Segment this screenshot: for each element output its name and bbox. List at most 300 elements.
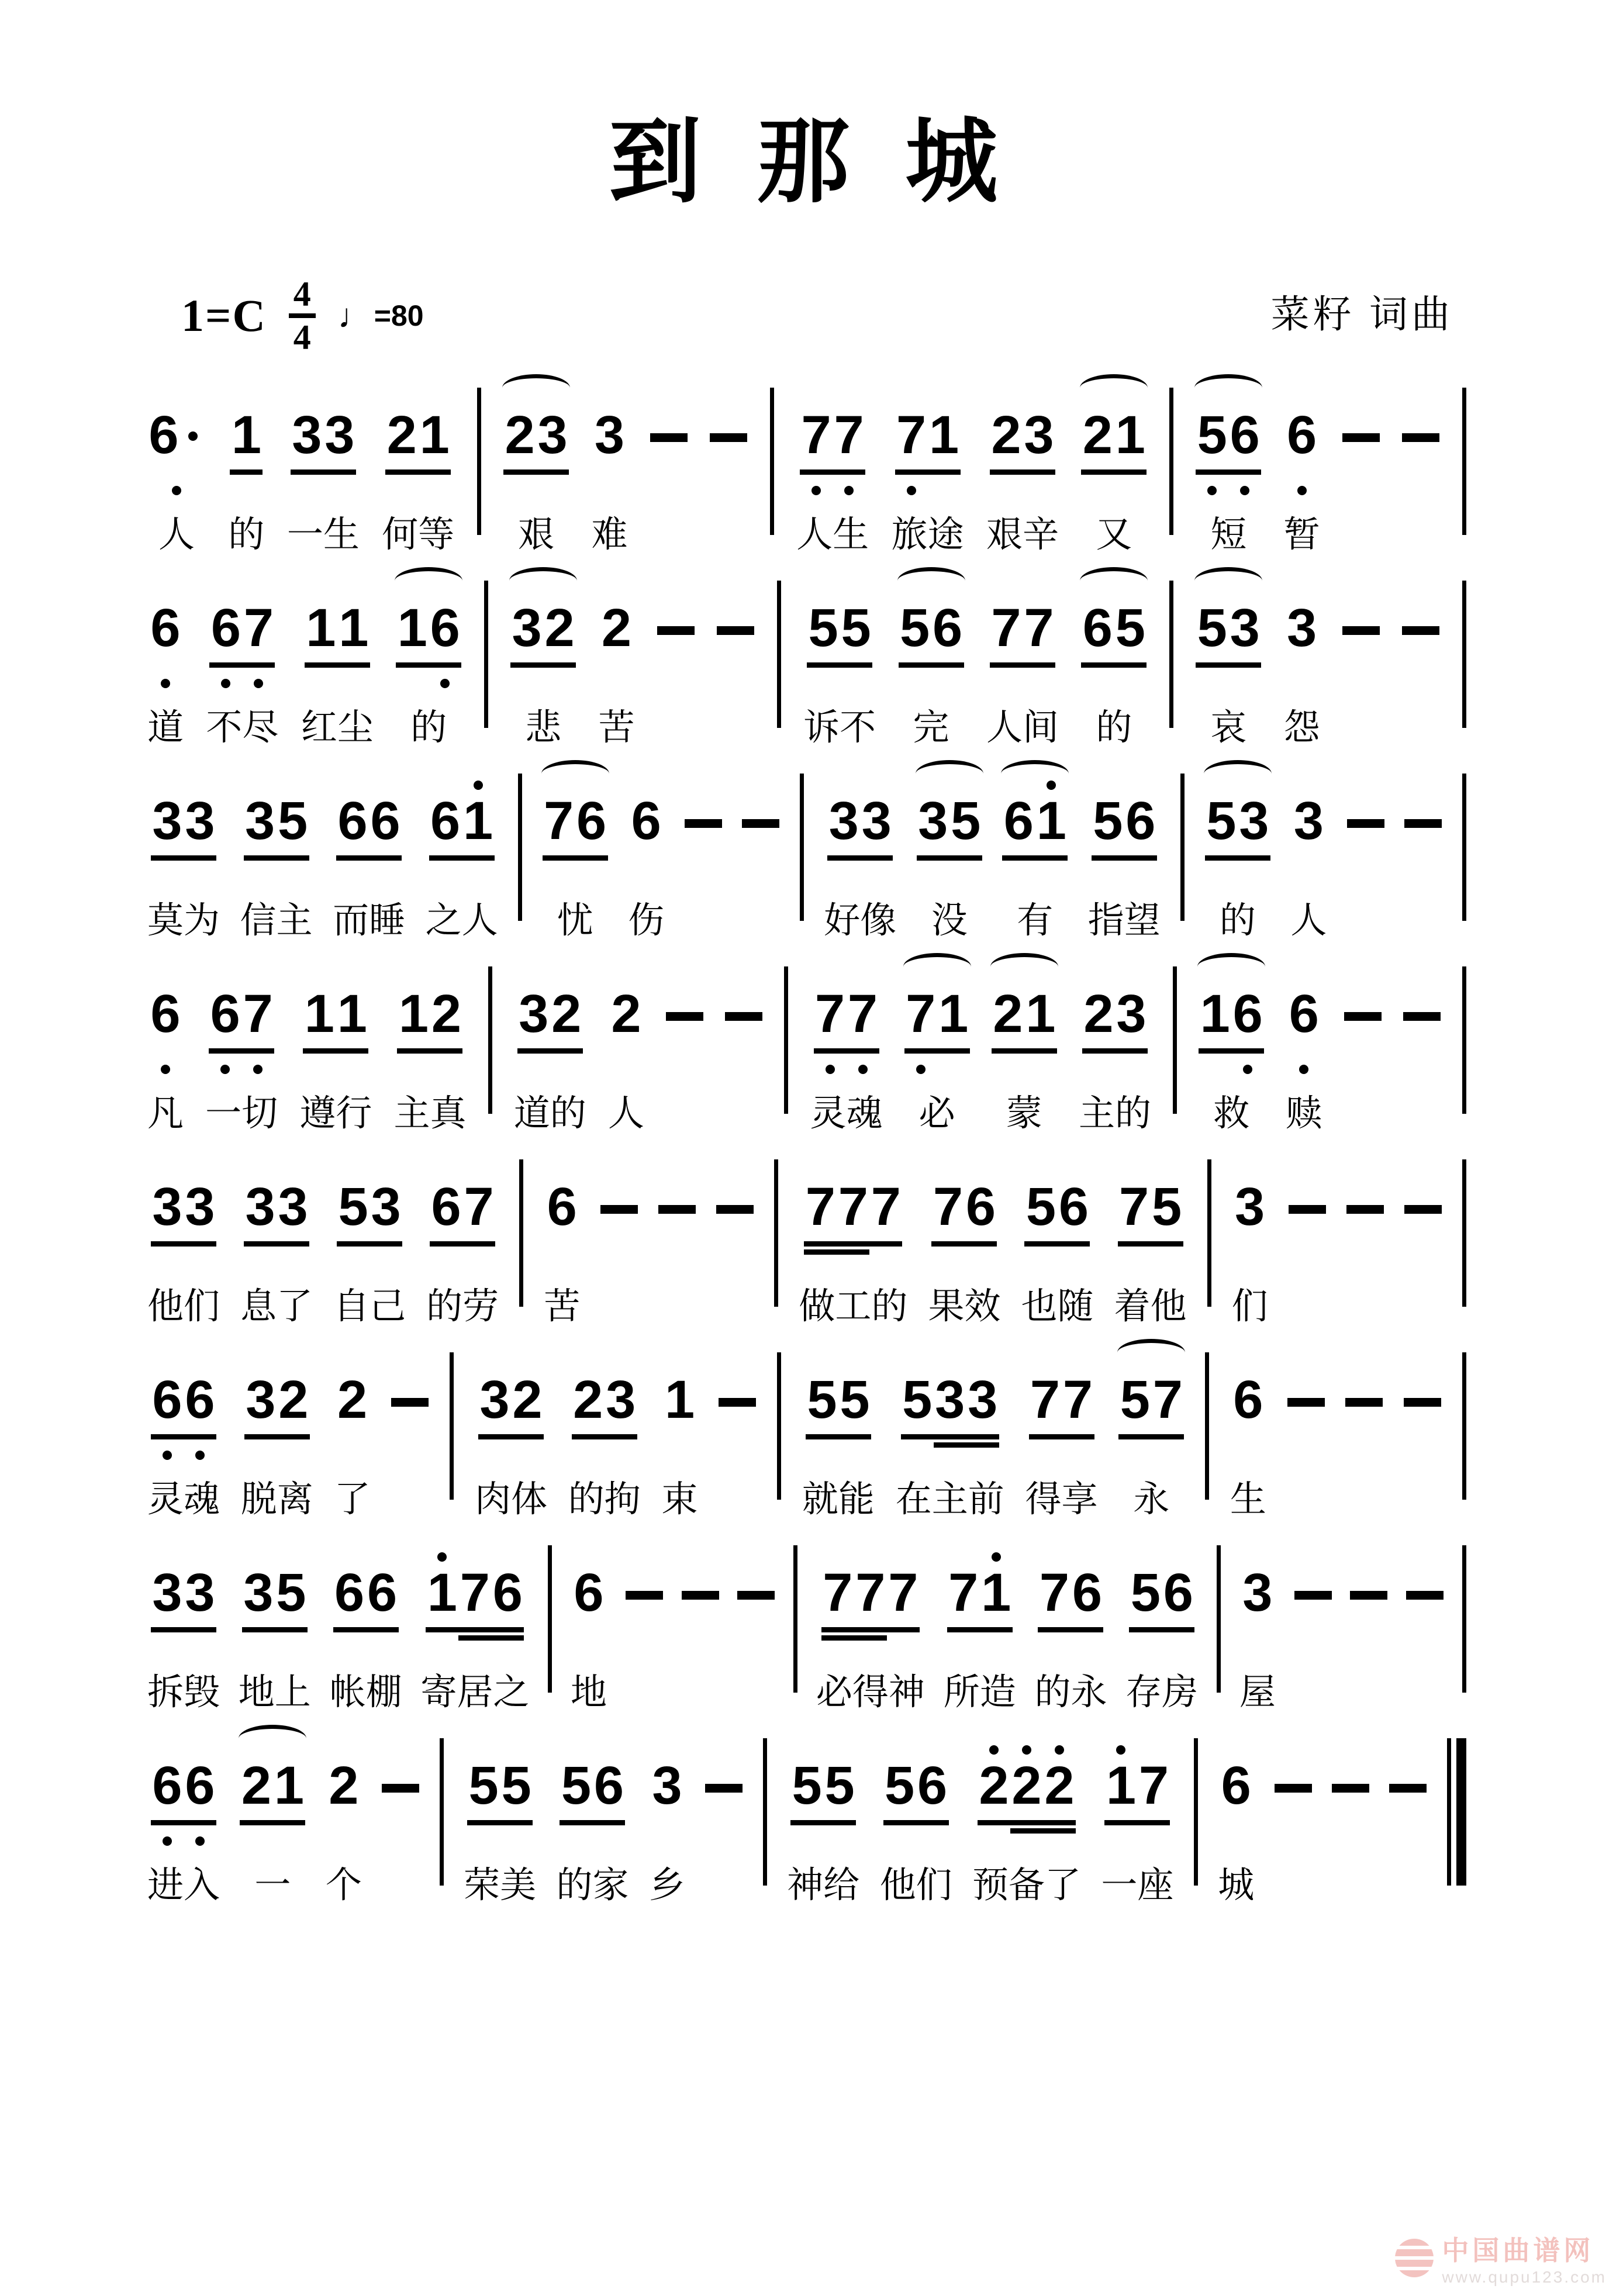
low-dot-slot <box>244 870 277 885</box>
digit-row <box>1092 790 1157 854</box>
underline2-row <box>800 478 865 483</box>
note-digit: 3 <box>918 791 948 851</box>
digit-row <box>630 790 662 854</box>
high-dot-row <box>151 763 216 790</box>
underline2-row <box>901 1442 999 1448</box>
low-dot-row <box>1232 1449 1265 1464</box>
high-dot-slot <box>1062 1342 1094 1369</box>
note-digit: 3 <box>152 791 182 851</box>
lyric: 旅途 <box>891 515 964 555</box>
underline2-row <box>305 671 370 676</box>
note-group <box>649 1728 685 1912</box>
note-group <box>147 1149 220 1333</box>
note-group-core <box>337 1149 402 1271</box>
note-group-core <box>244 1149 309 1271</box>
note-digit: 6 <box>185 1370 215 1430</box>
note-digit: 5 <box>1120 1370 1150 1430</box>
low-dot-row <box>327 1835 360 1850</box>
underline <box>992 1048 1057 1054</box>
low-dot-slot <box>1124 870 1157 885</box>
slur <box>916 760 983 788</box>
high-dot-slot <box>821 1535 854 1562</box>
low-dot-slot <box>1232 1449 1265 1464</box>
duration-dash <box>1403 1012 1441 1021</box>
high-dot-slot <box>804 1149 837 1176</box>
low-dot-row <box>917 870 982 885</box>
digit-row <box>1234 1176 1266 1240</box>
duration-dash <box>717 626 754 635</box>
underline <box>430 1241 495 1247</box>
note-group-core <box>510 570 576 692</box>
note-group <box>591 377 627 561</box>
high-dot-row <box>1118 1342 1184 1369</box>
low-dot-row <box>303 1063 368 1078</box>
lyric: 苦 <box>544 1286 581 1327</box>
note-digit: 2 <box>601 598 632 658</box>
underline <box>931 1241 997 1247</box>
note-group <box>514 956 586 1140</box>
note-digit: 5 <box>1197 598 1227 658</box>
octave-dot-low <box>163 1836 172 1846</box>
digit-row <box>545 1176 578 1240</box>
digit-row <box>543 790 608 854</box>
underline2-row <box>147 478 206 483</box>
high-dot-slot <box>151 1535 184 1562</box>
low-dot-row <box>1118 1256 1183 1271</box>
note-group-core <box>151 1149 216 1271</box>
underline2-row <box>545 1249 578 1255</box>
high-dot-row <box>430 1149 495 1176</box>
high-dot-slot <box>429 763 462 790</box>
note-group-core <box>430 1149 495 1271</box>
high-dot-row <box>478 1342 544 1369</box>
note-digit: 6 <box>574 1563 604 1622</box>
underline <box>1118 1241 1183 1247</box>
underline <box>1286 469 1318 475</box>
underline2-row <box>600 671 633 676</box>
note-digit: 3 <box>371 1177 401 1237</box>
underline2-row <box>1118 1249 1183 1255</box>
high-dot-row <box>651 1728 683 1755</box>
underline2-row <box>807 671 872 676</box>
underline <box>1232 1434 1265 1439</box>
low-dot-slot <box>837 1256 869 1271</box>
note-digit: 5 <box>951 791 981 851</box>
digit-row <box>593 404 626 468</box>
low-dot-slot <box>1228 677 1261 692</box>
high-dot-row <box>151 1149 216 1176</box>
note-group <box>240 1728 305 1912</box>
note-group-core <box>151 1728 216 1850</box>
note-group-core <box>1196 570 1261 692</box>
lyric: 在主前 <box>895 1479 1004 1520</box>
underline2-row <box>1286 671 1318 676</box>
lyric: 帐棚 <box>329 1672 402 1712</box>
low-dot-slot <box>430 1063 462 1078</box>
digit-row <box>336 790 402 854</box>
low-dot-slot <box>500 1835 533 1850</box>
low-dot-row <box>244 1449 310 1464</box>
low-dot-slot <box>385 484 418 499</box>
note-digit: 6 <box>210 598 241 658</box>
digit-row <box>385 404 451 468</box>
digit-row <box>1205 790 1270 854</box>
digit-row <box>240 1755 305 1819</box>
digit-row <box>807 597 872 661</box>
underline2-row <box>503 478 569 483</box>
note-group-core <box>827 763 893 885</box>
low-dot-slot <box>1162 1642 1194 1657</box>
note-digit: 2 <box>431 984 462 1044</box>
low-dot-slot <box>1038 1642 1071 1657</box>
octave-dot-low <box>221 679 230 688</box>
high-dot-row <box>827 763 893 790</box>
low-dot-slot <box>860 870 893 885</box>
low-dot-row <box>230 484 263 499</box>
high-dot-slot <box>1232 1342 1265 1369</box>
note-digit: 7 <box>823 1563 853 1622</box>
digit-row <box>1024 1176 1090 1240</box>
low-dot-slot <box>917 870 949 885</box>
underline <box>572 1434 637 1439</box>
underline2-row <box>327 1828 360 1834</box>
underline2-row <box>244 1442 310 1448</box>
digit-row <box>151 1176 216 1240</box>
underline2-row <box>303 1056 368 1062</box>
note-group-core <box>821 1535 920 1657</box>
high-dot-row <box>1292 763 1325 790</box>
low-dot-slot <box>821 1642 854 1657</box>
lyric: 的家 <box>556 1865 629 1905</box>
low-dot-slot <box>838 1449 871 1464</box>
low-dot-slot <box>151 870 184 885</box>
note-group <box>1034 1535 1107 1719</box>
duration-dash <box>1406 1591 1444 1600</box>
high-dot-slot <box>928 377 961 404</box>
note-digit: 7 <box>1062 1370 1093 1430</box>
underline <box>244 1434 310 1439</box>
note-group-core <box>517 956 583 1078</box>
digit-row <box>510 597 576 661</box>
low-dot-slot <box>209 1063 241 1078</box>
barline <box>1194 1738 1198 1886</box>
high-dot-slot <box>964 1149 997 1176</box>
note-group-core <box>1292 763 1325 885</box>
low-dot-slot <box>904 1063 937 1078</box>
digit-row <box>917 790 982 854</box>
low-dot-slot <box>966 1449 999 1464</box>
high-dot-slot <box>600 570 633 597</box>
underline2-row <box>385 478 451 483</box>
barline <box>484 581 488 728</box>
low-dot-slot <box>1234 1256 1266 1271</box>
slur <box>541 760 609 788</box>
low-dot-row <box>160 484 193 499</box>
note-digit: 6 <box>185 1756 215 1815</box>
note-digit: 6 <box>150 598 181 658</box>
low-dot-slot <box>931 677 964 692</box>
digit-row <box>149 597 182 661</box>
note-digit: 2 <box>573 1370 603 1430</box>
digit-row <box>1002 790 1068 854</box>
lyric: 一 <box>254 1865 291 1905</box>
underline2-row <box>651 1828 683 1834</box>
note-group <box>802 1342 875 1526</box>
underline <box>1081 662 1147 668</box>
note-digit: 2 <box>386 405 417 465</box>
low-dot-row <box>807 677 872 692</box>
page-title: 到 那 城 <box>609 112 1014 214</box>
digit-row <box>931 1176 997 1240</box>
note-group <box>1125 1535 1198 1719</box>
underline2-row <box>1196 478 1261 483</box>
note-digit: 7 <box>888 1563 918 1622</box>
digit-row <box>303 983 368 1047</box>
note-digit: 1 <box>938 984 969 1044</box>
high-dot-slot <box>327 1728 360 1755</box>
high-dot-row <box>1287 956 1320 983</box>
barline <box>488 966 492 1114</box>
digit-row <box>990 597 1055 661</box>
note-group <box>396 570 461 754</box>
digit-row <box>610 983 643 1047</box>
underline <box>1029 1434 1094 1439</box>
note-group <box>1025 1342 1098 1526</box>
note-digit: 1 <box>397 598 427 658</box>
low-dot-slot <box>1151 1449 1184 1464</box>
note-digit: 3 <box>512 598 542 658</box>
high-dot-row <box>1081 570 1147 597</box>
low-dot-slot <box>1092 870 1124 885</box>
low-dot-row <box>397 1063 462 1078</box>
low-dot-slot <box>303 1063 336 1078</box>
note-group <box>1101 1728 1173 1912</box>
high-dot-slot <box>833 377 865 404</box>
underline <box>209 1048 274 1054</box>
underline2-row <box>426 1635 524 1641</box>
underline2-row <box>1082 1056 1148 1062</box>
high-dot-row <box>931 1149 997 1176</box>
note-digit: 3 <box>243 1563 274 1622</box>
underline2-row <box>337 1249 402 1255</box>
lyric: 艰 <box>518 515 555 555</box>
underline <box>149 662 182 668</box>
lyric: 的 <box>1096 707 1132 748</box>
lyric: 拆毁 <box>147 1672 220 1712</box>
note-group <box>287 377 360 561</box>
lyric: 而睡 <box>333 900 406 941</box>
note-digit: 7 <box>544 791 574 851</box>
lyric: 的拘 <box>568 1479 641 1520</box>
high-dot-slot <box>651 1728 683 1755</box>
low-dot-row <box>151 870 216 885</box>
low-dot-slot <box>149 1063 182 1078</box>
high-dot-row <box>1196 570 1261 597</box>
lyric: 灵魂 <box>147 1479 220 1520</box>
note-digit: 3 <box>935 1370 965 1430</box>
underline2-row <box>978 1828 1076 1834</box>
note-digit: 5 <box>807 1370 837 1430</box>
note-digit: 5 <box>501 1756 531 1815</box>
high-dot-slot <box>1029 1342 1062 1369</box>
low-dot-slot <box>336 1063 368 1078</box>
digit-row <box>1118 1176 1183 1240</box>
duration-dash <box>666 1012 703 1021</box>
low-dot-slot <box>610 1063 643 1078</box>
digit-row <box>1232 1369 1265 1433</box>
lyric: 好像 <box>824 900 897 941</box>
octave-dot-low <box>1299 1065 1308 1074</box>
underline <box>947 1627 1013 1632</box>
note-group-core <box>147 377 206 499</box>
low-dot-slot <box>511 1449 544 1464</box>
note-group <box>333 763 405 947</box>
low-dot-slot <box>151 1256 184 1271</box>
low-dot-slot <box>947 1642 980 1657</box>
underline <box>1129 1627 1194 1632</box>
underline2-row <box>664 1442 696 1448</box>
octave-dot-high <box>474 781 483 790</box>
underline2-row <box>804 1249 902 1255</box>
underline <box>814 1048 879 1054</box>
high-dot-row <box>1234 1149 1266 1176</box>
high-dot-slot <box>1124 763 1157 790</box>
note-digit: 6 <box>1125 791 1156 851</box>
note-group-core <box>429 763 495 885</box>
note-group-core <box>1241 1535 1274 1657</box>
note-digit: 1 <box>981 1563 1011 1622</box>
high-dot-slot <box>303 956 336 983</box>
high-dot-row <box>1038 1535 1103 1562</box>
note-group-core <box>303 956 368 1078</box>
note-group-core <box>149 570 182 692</box>
digit-row <box>806 1369 871 1433</box>
barline <box>784 966 788 1114</box>
low-dot-slot <box>980 1642 1013 1657</box>
key-signature: 1=C <box>181 290 267 341</box>
high-dot-slot <box>275 1535 308 1562</box>
note-digit: 6 <box>334 1563 365 1622</box>
underline2-row <box>149 1056 182 1062</box>
high-dot-row <box>1104 1728 1170 1755</box>
underline2-row <box>291 478 356 483</box>
note-group-core <box>1196 377 1261 499</box>
note-digit: 6 <box>152 1370 182 1430</box>
lyric: 道的 <box>513 1093 586 1134</box>
high-dot-slot <box>572 1535 605 1562</box>
high-dot-slot <box>814 956 847 983</box>
underline2-row <box>947 1635 1013 1641</box>
note-digit: 5 <box>1115 598 1145 658</box>
octave-dot-low <box>440 679 450 688</box>
high-dot-slot <box>323 377 356 404</box>
underline <box>396 662 461 668</box>
high-dot-row <box>610 956 643 983</box>
low-dot-row <box>151 1256 216 1271</box>
high-dot-slot <box>947 1535 980 1562</box>
note-digit: 3 <box>652 1756 682 1815</box>
digit-row <box>664 1369 696 1433</box>
underline <box>429 855 495 861</box>
score <box>147 377 1466 1921</box>
dot <box>188 431 198 441</box>
note-digit: 2 <box>993 984 1023 1044</box>
note-group-core <box>593 377 626 499</box>
low-dot-row <box>1196 677 1261 692</box>
lyric: 必得神 <box>816 1672 925 1712</box>
low-dot-slot <box>560 1835 592 1850</box>
note-group-core <box>1286 570 1318 692</box>
low-dot-slot <box>242 677 275 692</box>
low-dot-slot <box>572 1449 605 1464</box>
low-dot-slot <box>545 1256 578 1271</box>
octave-dot-high <box>1022 1745 1031 1755</box>
underline2-row <box>821 1635 920 1641</box>
note-group <box>240 763 313 947</box>
note-digit: 1 <box>1200 984 1230 1044</box>
underline <box>385 469 451 475</box>
note-digit: 6 <box>1072 1563 1103 1622</box>
underline <box>1241 1627 1274 1632</box>
lyric: 所造 <box>943 1672 1016 1712</box>
digit-row <box>147 404 206 468</box>
digit-row <box>1196 404 1261 468</box>
note-group-core <box>543 763 608 885</box>
low-dot-slot <box>1115 1063 1148 1078</box>
high-dot-slot <box>1220 1728 1252 1755</box>
high-dot-row <box>992 956 1057 983</box>
lyric: 寄居之 <box>420 1672 530 1712</box>
note-digit: 5 <box>1093 791 1123 851</box>
low-dot-slot <box>1287 1063 1320 1078</box>
low-dot-row <box>821 1642 920 1657</box>
note-group-core <box>209 570 275 692</box>
low-dot-slot <box>337 1256 370 1271</box>
underline2-row <box>899 671 964 676</box>
barline <box>450 1352 454 1500</box>
note-digit: 6 <box>367 1563 398 1622</box>
note-group-core <box>242 1535 308 1657</box>
underline <box>545 1241 578 1247</box>
high-dot-slot <box>840 570 872 597</box>
high-dot-row <box>1286 570 1318 597</box>
high-dot-row <box>1196 377 1261 404</box>
digit-row <box>230 404 263 468</box>
underline2-row <box>1199 1056 1264 1062</box>
note-group <box>1088 763 1161 947</box>
digit-row <box>1220 1755 1252 1819</box>
note-digit: 5 <box>561 1756 592 1815</box>
low-dot-row <box>1196 484 1261 499</box>
high-dot-row <box>333 1535 399 1562</box>
note-digit: 3 <box>152 1563 182 1622</box>
note-group-core <box>467 1728 533 1850</box>
high-dot-slot <box>209 956 241 983</box>
high-dot-slot <box>1071 1535 1103 1562</box>
underline2-row <box>1287 1056 1320 1062</box>
note-group <box>992 956 1057 1140</box>
underline2-row <box>1232 1442 1265 1448</box>
low-dot-row <box>1024 1256 1090 1271</box>
note-group <box>1002 763 1068 947</box>
duration-dash <box>1402 626 1439 635</box>
high-dot-slot <box>887 1535 920 1562</box>
high-dot-slot <box>854 1535 887 1562</box>
high-dot-row <box>904 956 970 983</box>
note-group <box>928 1149 1000 1333</box>
high-dot-row <box>151 1728 216 1755</box>
low-dot-slot <box>366 1642 399 1657</box>
